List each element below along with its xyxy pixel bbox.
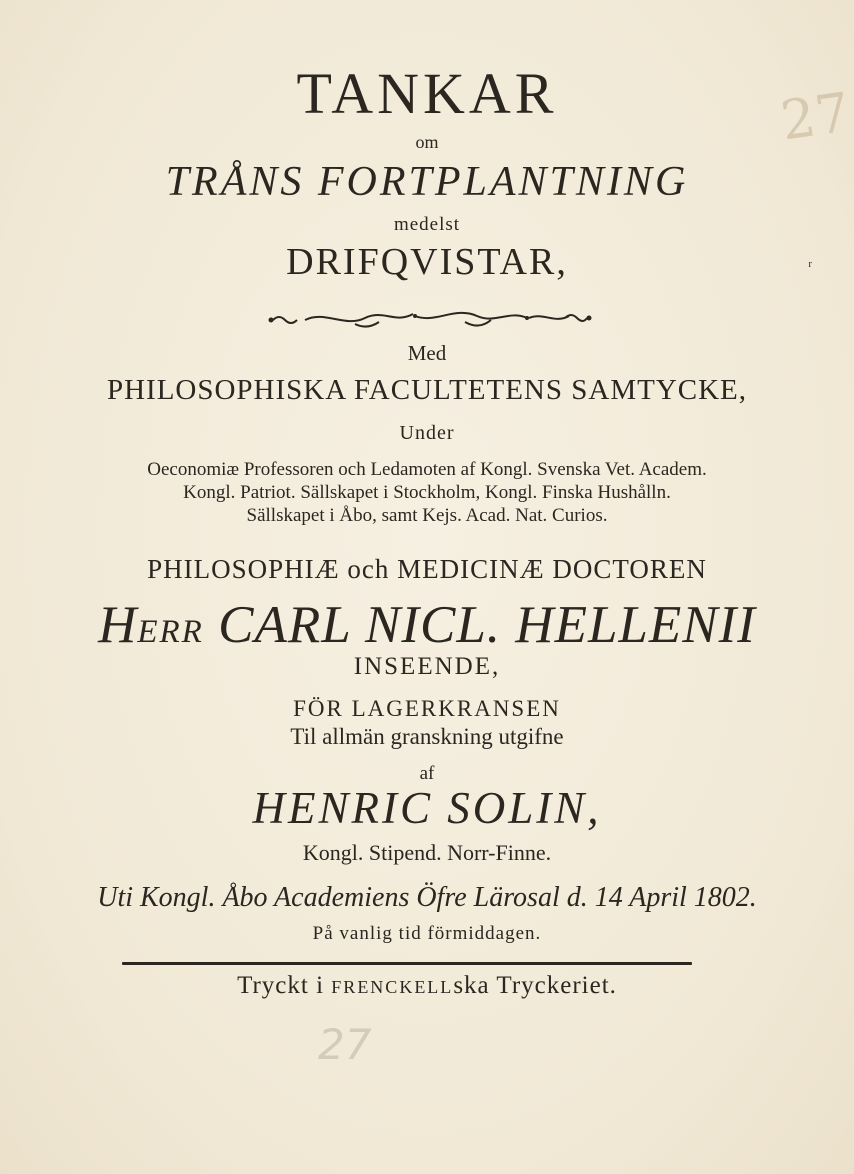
granskning-line: Til allmän granskning utgifne: [290, 724, 564, 749]
medelst-line: medelst: [393, 214, 461, 235]
af-line: af: [419, 763, 435, 784]
lagerkransen-line: FÖR LAGERKRANSEN: [293, 696, 561, 721]
professor-titles-line2: Kongl. Patriot. Sällskapet i Stockholm, Kongl. Finska Hushålln.: [183, 482, 671, 503]
inseende-line: INSEENDE,: [353, 653, 501, 680]
president-fullname: CARL NICL. HELLENII: [218, 596, 756, 654]
doctor-line: PHILOSOPHIÆ och MEDICINÆ DOCTOREN: [147, 554, 707, 584]
subject-title: TRÅNS FORTPLANTNING: [165, 159, 689, 205]
margin-page-number: 27: [777, 80, 854, 153]
main-title: TANKAR: [296, 61, 558, 126]
printer-name: FRENCKELL: [331, 977, 454, 997]
printer-prefix: Tryckt i: [237, 972, 332, 999]
printer-suffix: ska Tryckeriet.: [453, 972, 617, 999]
under-line: Under: [399, 422, 455, 444]
herr-prefix: H: [98, 596, 138, 654]
time-line: På vanlig tid förmiddagen.: [312, 923, 542, 944]
author-title: Kongl. Stipend. Norr-Finne.: [302, 840, 552, 865]
horizontal-rule: [122, 962, 692, 965]
med-line: Med: [407, 341, 447, 365]
faculty-consent: PHILOSOPHISKA FACULTETENS SAMTYCKE,: [106, 374, 748, 406]
ornament-divider: [265, 300, 595, 334]
professor-titles-line3: Sällskapet i Åbo, samt Kejs. Acad. Nat. Curios.: [246, 505, 608, 526]
president-name: [0, 595, 854, 655]
professor-titles-line1: Oeconomiæ Professoren och Ledamoten af Kongl. Svenska Vet. Academ.: [147, 459, 707, 480]
om-line: om: [415, 132, 439, 152]
author-name: HENRIC SOLIN,: [252, 783, 602, 833]
drifqvistar-line: DRIFQVISTAR,: [286, 241, 568, 283]
printer-line: [0, 972, 854, 1000]
herr-rest: ERR: [137, 614, 204, 650]
pencil-annotation: 27: [318, 1020, 372, 1069]
margin-mark: ʳ: [808, 256, 812, 276]
venue-line: Uti Kongl. Åbo Academiens Öfre Lärosal d. 14 April 1802.: [97, 882, 757, 913]
